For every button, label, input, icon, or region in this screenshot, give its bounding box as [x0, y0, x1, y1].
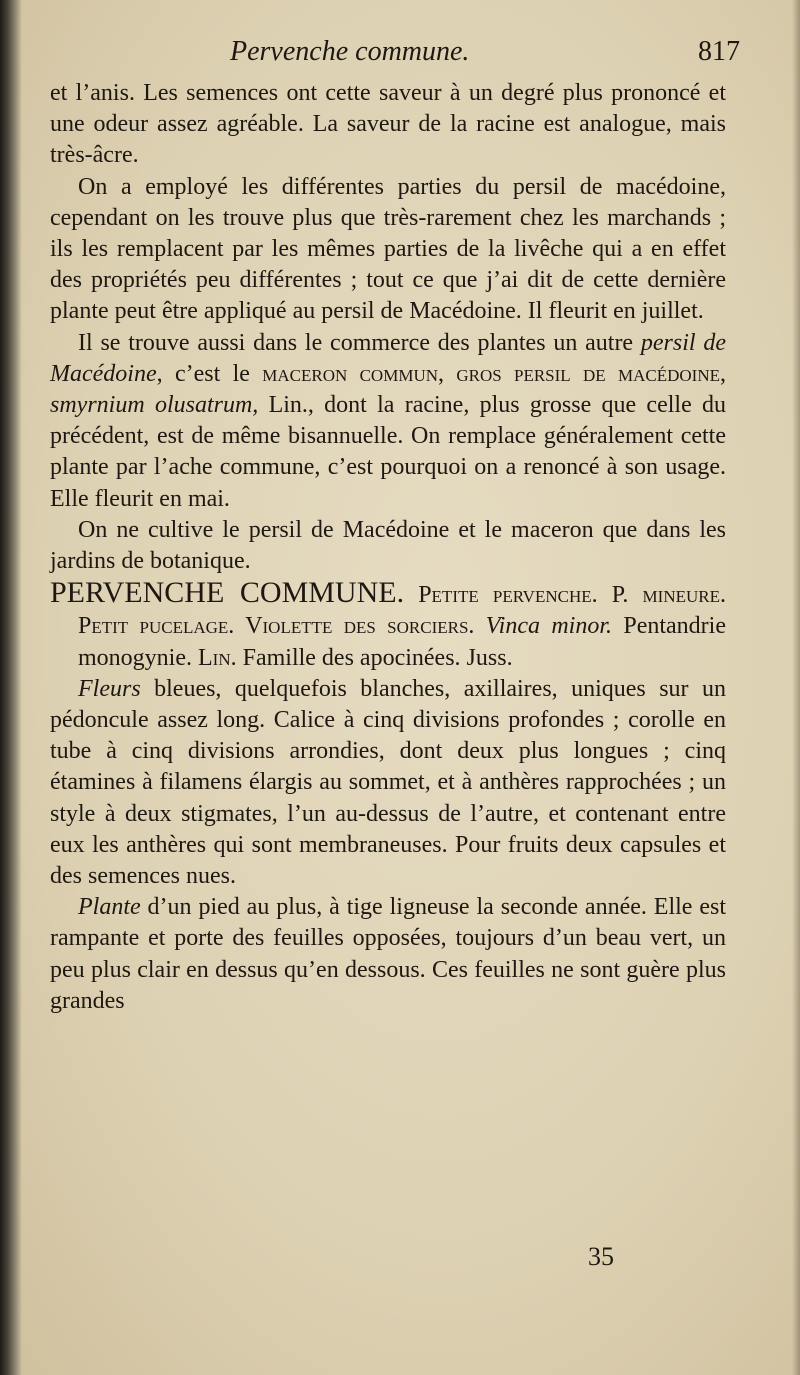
page-body: [50, 78, 726, 1017]
page-edge-shadow: [792, 0, 800, 1375]
page-header: [230, 36, 740, 70]
running-title: Pervenche commune.: [230, 36, 470, 67]
text-run: ,: [720, 360, 726, 387]
text-run: Pentandrie monogynie.: [78, 613, 726, 671]
paragraph-maceron: [50, 328, 726, 515]
signature-mark: 35: [588, 1242, 614, 1271]
paragraph-plante: [50, 892, 726, 1017]
latin-name: smyrnium olusatrum,: [50, 392, 259, 419]
text-run: Lin., dont la racine, plus grosse que celle du précédent, est de même bisannuelle. On remplace généralement cette plante par l’ache commune, c’est pourquoi on a renoncé à son usage. Elle fleurit en mai.: [50, 392, 726, 512]
text-run: Il se trouve aussi dans le commerce des plantes un autre: [78, 329, 641, 356]
section-term: Plante: [78, 894, 141, 921]
entry-heading: [50, 577, 726, 674]
book-spine-shadow: [0, 0, 22, 1375]
common-names: Petite pervenche. P. mineure. Petit pucelage. Violette des sorciers.: [78, 582, 726, 640]
text-run: bleues, quelquefois blanches, axillaires, uniques sur un pédoncule assez long. Calice à cinq divisions profondes ; corolle en tube à cinq divisions arrondies, dont deux plus longues ; cinq étamines à filamens élargis au sommet, et à anthères rapprochées ; un style à deux stigmates, l’un au-dessus de l’autre, et contenant entre eux les anthères qui sont membraneuses. Pour fruits deux capsules et des semences nues.: [50, 675, 726, 890]
text-run: Famille des apocinées. Juss.: [236, 644, 513, 671]
paragraph-persil-usage: On a employé les différentes parties du persil de macédoine, cependant on les trouve plus que très-rarement chez les marchands ; ils les remplacent par les mêmes parties de la livêche qui a en effet des propriétés peu différentes ; tout ce que j’ai dit de cette dernière plante peut être appliqué au persil de Macédoine. Il fleurit en juillet.: [50, 173, 726, 325]
text-run: d’un pied au plus, à tige ligneuse la seconde année. Elle est rampante et porte des feuilles opposées, toujours d’un beau vert, un peu plus clair en dessus qu’en dessous. Ces feuilles ne sont guère plus grandes: [50, 894, 726, 1014]
smallcaps-term: maceron commun, gros persil de macédoine: [262, 360, 720, 387]
author-abbrev: Lin.: [198, 644, 237, 671]
latin-name: Vinca minor.: [485, 613, 613, 640]
text-run: , c’est le: [156, 360, 263, 387]
entry-title: PERVENCHE COMMUNE.: [50, 576, 405, 610]
page-number: 817: [698, 36, 740, 67]
italic-term: persil de Macédoine: [50, 329, 726, 387]
paragraph-cultivation: On ne cultive le persil de Macédoine et le maceron que dans les jardins de botanique.: [50, 516, 726, 575]
paragraph-continuation: et l’anis. Les semences ont cette saveur à un degré plus prononcé et une odeur assez agréable. La saveur de la racine est analogue, mais très-âcre.: [50, 80, 726, 169]
paragraph-fleurs: [50, 674, 726, 892]
section-term: Fleurs: [78, 675, 141, 702]
